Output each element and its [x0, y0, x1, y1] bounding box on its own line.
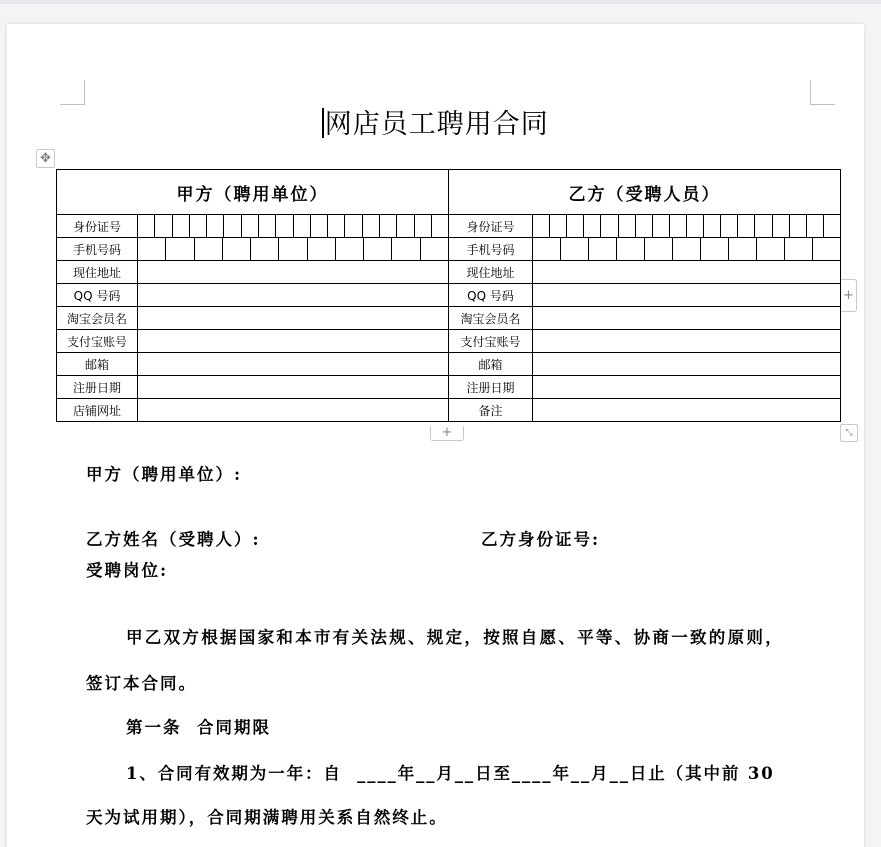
- table-resize-handle[interactable]: [840, 424, 858, 442]
- digit-box[interactable]: [173, 215, 190, 237]
- digit-box[interactable]: [279, 238, 307, 260]
- digit-box[interactable]: [790, 215, 807, 237]
- digit-box[interactable]: [567, 215, 584, 237]
- party-b-field-label: QQ 号码: [449, 284, 533, 307]
- digit-box[interactable]: [190, 215, 207, 237]
- digit-box[interactable]: [701, 238, 729, 260]
- party-b-field-label: 备注: [449, 399, 533, 422]
- party-a-field-label: 支付宝账号: [57, 330, 138, 353]
- table-row: [57, 215, 841, 238]
- party-b-id-line[interactable]: 乙方身份证号:: [481, 530, 601, 549]
- digit-box[interactable]: [589, 238, 617, 260]
- move-icon: ✥: [40, 151, 51, 166]
- digit-box[interactable]: [155, 215, 172, 237]
- digit-box[interactable]: [653, 215, 670, 237]
- digit-box[interactable]: [328, 215, 345, 237]
- party-a-field-label: 手机号码: [57, 238, 138, 261]
- party-a-field-value[interactable]: [138, 284, 449, 307]
- digit-box[interactable]: [755, 215, 772, 237]
- party-b-field-value[interactable]: [533, 307, 841, 330]
- digit-box[interactable]: [224, 215, 241, 237]
- digit-box[interactable]: [807, 215, 824, 237]
- digit-box[interactable]: [364, 238, 392, 260]
- digit-box[interactable]: [397, 215, 414, 237]
- party-b-field-value[interactable]: [533, 330, 841, 353]
- party-b-phone-boxes[interactable]: [533, 238, 841, 261]
- digit-box[interactable]: [687, 215, 704, 237]
- digit-box[interactable]: [308, 238, 336, 260]
- digit-box[interactable]: [721, 215, 738, 237]
- table-row: [57, 330, 841, 353]
- party-a-field-label: 注册日期: [57, 376, 138, 399]
- digit-box[interactable]: [432, 215, 448, 237]
- digit-box[interactable]: [363, 215, 380, 237]
- party-a-field-label: QQ 号码: [57, 284, 138, 307]
- resize-icon: ⤡: [845, 428, 853, 438]
- party-a-field-label: 淘宝会员名: [57, 307, 138, 330]
- digit-box[interactable]: [336, 238, 364, 260]
- party-a-field-label: 身份证号: [57, 215, 138, 238]
- party-a-field-value[interactable]: [138, 307, 449, 330]
- party-b-field-label: 身份证号: [449, 215, 533, 238]
- digit-box[interactable]: [276, 215, 293, 237]
- digit-box[interactable]: [785, 238, 813, 260]
- digit-box[interactable]: [813, 238, 840, 260]
- table-row: [57, 238, 841, 261]
- party-a-field-value[interactable]: [138, 353, 449, 376]
- party-b-field-label: 手机号码: [449, 238, 533, 261]
- digit-box[interactable]: [704, 215, 721, 237]
- party-b-field-label: 现住地址: [449, 261, 533, 284]
- party-b-field-value[interactable]: [533, 284, 841, 307]
- digit-box[interactable]: [294, 215, 311, 237]
- digit-box[interactable]: [824, 215, 840, 237]
- party-b-field-value[interactable]: [533, 261, 841, 284]
- digit-box[interactable]: [251, 238, 279, 260]
- digit-box[interactable]: [561, 238, 589, 260]
- clause-1-line-2[interactable]: 天为试用期），合同期满聘用关系自然终止。: [86, 808, 448, 827]
- text-cursor: [322, 108, 324, 138]
- digit-box[interactable]: [415, 215, 432, 237]
- party-a-field-value[interactable]: [138, 261, 449, 284]
- plus-icon: +: [843, 288, 854, 303]
- table-row: [57, 376, 841, 399]
- party-a-field-label: 现住地址: [57, 261, 138, 284]
- party-a-line[interactable]: 甲方（聘用单位）:: [86, 465, 243, 484]
- party-a-header[interactable]: 甲方（聘用单位）: [57, 170, 449, 215]
- digit-box[interactable]: [207, 215, 224, 237]
- digit-box[interactable]: [636, 215, 653, 237]
- digit-box[interactable]: [645, 238, 673, 260]
- party-a-field-label: 邮箱: [57, 353, 138, 376]
- table-row: [57, 353, 841, 376]
- digit-box[interactable]: [223, 238, 251, 260]
- digit-box[interactable]: [550, 215, 567, 237]
- party-b-field-label: 淘宝会员名: [449, 307, 533, 330]
- party-b-field-label: 支付宝账号: [449, 330, 533, 353]
- party-b-field-value[interactable]: [533, 353, 841, 376]
- preamble-line-2[interactable]: 签订本合同。: [86, 674, 197, 693]
- plus-icon: +: [441, 425, 453, 440]
- digit-box[interactable]: [421, 238, 448, 260]
- party-b-name-line[interactable]: 乙方姓名（受聘人）:: [86, 530, 261, 549]
- title-text: 网店员工聘用合同: [324, 109, 549, 140]
- party-a-phone-boxes[interactable]: [138, 238, 449, 261]
- preamble-line-1[interactable]: 甲乙双方根据国家和本市有关法规、规定，按照自愿、平等、协商一致的原则，: [126, 628, 784, 647]
- digit-box[interactable]: [195, 238, 223, 260]
- party-a-field-value[interactable]: [138, 376, 449, 399]
- party-b-field-value[interactable]: [533, 376, 841, 399]
- digit-box[interactable]: [729, 238, 757, 260]
- digit-box[interactable]: [533, 215, 550, 237]
- party-b-field-label: 注册日期: [449, 376, 533, 399]
- party-a-field-value[interactable]: [138, 330, 449, 353]
- table-move-handle[interactable]: [36, 149, 55, 168]
- digit-box[interactable]: [533, 238, 561, 260]
- digit-box[interactable]: [757, 238, 785, 260]
- digit-box[interactable]: [138, 238, 166, 260]
- info-table: [56, 169, 841, 422]
- digit-box[interactable]: [392, 238, 420, 260]
- party-a-id-boxes[interactable]: [138, 215, 449, 238]
- party-b-header[interactable]: 乙方（受聘人员）: [449, 170, 841, 215]
- toolbar-edge: [0, 0, 881, 4]
- party-b-field-value[interactable]: [533, 399, 841, 422]
- party-b-field-label: 邮箱: [449, 353, 533, 376]
- digit-box[interactable]: [601, 215, 618, 237]
- party-a-field-label: 店铺网址: [57, 399, 138, 422]
- table-header-row: [57, 170, 841, 215]
- digit-box[interactable]: [345, 215, 362, 237]
- party-b-id-boxes[interactable]: [533, 215, 841, 238]
- digit-box[interactable]: [617, 238, 645, 260]
- position-line[interactable]: 受聘岗位:: [86, 561, 169, 580]
- table-row: [57, 307, 841, 330]
- digit-box[interactable]: [619, 215, 636, 237]
- document-title[interactable]: [7, 102, 864, 141]
- add-column-button[interactable]: [841, 279, 857, 312]
- digit-box[interactable]: [773, 215, 790, 237]
- digit-box[interactable]: [673, 238, 701, 260]
- table-row: [57, 261, 841, 284]
- digit-box[interactable]: [242, 215, 259, 237]
- digit-box[interactable]: [380, 215, 397, 237]
- clause-1-line-1[interactable]: 1、合同有效期为一年：自 ____年__月__日至____年__月__日止（其中前 30: [126, 764, 775, 783]
- table-row: [57, 284, 841, 307]
- digit-box[interactable]: [138, 215, 155, 237]
- digit-box[interactable]: [670, 215, 687, 237]
- digit-box[interactable]: [584, 215, 601, 237]
- table-row: [57, 399, 841, 422]
- digit-box[interactable]: [259, 215, 276, 237]
- digit-box[interactable]: [166, 238, 194, 260]
- document-page[interactable]: [7, 24, 864, 847]
- party-a-field-value[interactable]: [138, 399, 449, 422]
- article-1-title[interactable]: 第一条 合同期限: [126, 718, 271, 737]
- add-row-button[interactable]: [430, 426, 464, 441]
- digit-box[interactable]: [738, 215, 755, 237]
- digit-box[interactable]: [311, 215, 328, 237]
